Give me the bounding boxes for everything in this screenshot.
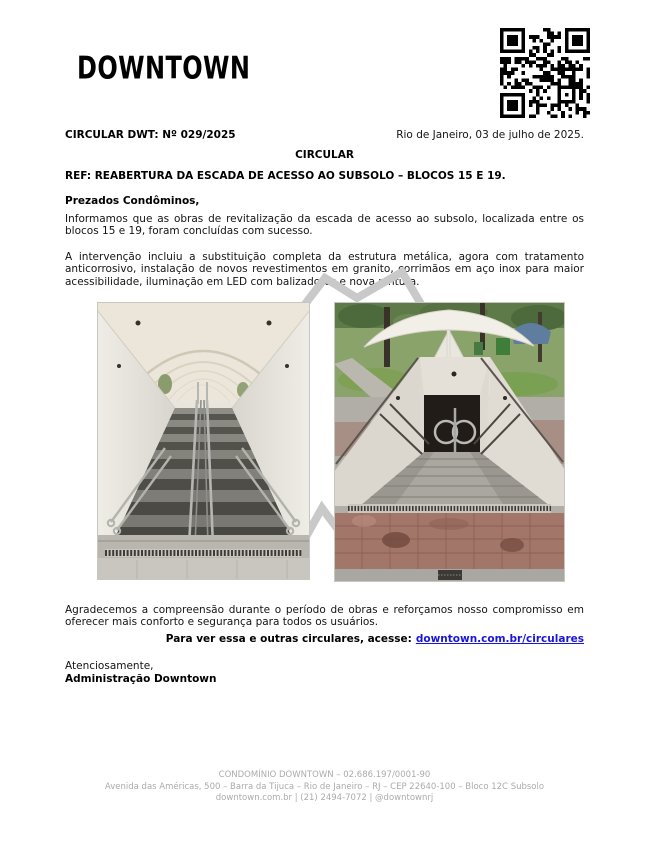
date-line: Rio de Janeiro, 03 de julho de 2025. [396, 129, 584, 141]
footer [65, 770, 584, 805]
photo-stairs-ascending [97, 302, 310, 580]
closing-line: Atenciosamente, [65, 660, 154, 672]
paragraph-1: Informamos que as obras de revitalização da escada de acesso ao subsolo, localizada entre os blocos 15 e 19, foram concluídas com sucesso. [65, 213, 584, 238]
paragraph-2: A intervenção incluiu a substituição completa da estrutura metálica, agora com tratamento anticorrosivo, instalação de novos revestimentos em granito, corrimãos em aço inox para maior acessibilidade, iluminação em LED com balizadores e nova pintura. [65, 251, 584, 288]
downtown-logo: DOWNTOWN [77, 50, 251, 87]
photo-stairs-descending [334, 302, 565, 582]
footer-line-3: downtown.com.br | (21) 2494-7072 | @downtownrj [215, 793, 434, 803]
header-row [65, 129, 584, 141]
document-type-title: CIRCULAR [295, 149, 354, 161]
link-prefix: Para ver essa e outras circulares, acesse: [165, 633, 412, 645]
circulars-link[interactable]: downtown.com.br/circulares [415, 633, 584, 645]
circulars-link-line [65, 633, 584, 645]
subject-line: REF: REABERTURA DA ESCADA DE ACESSO AO SUBSOLO – BLOCOS 15 E 19. [65, 170, 506, 182]
qr-code [500, 28, 590, 118]
salutation: Prezados Condôminos, [65, 195, 200, 207]
paragraph-3: Agradecemos a compreensão durante o período de obras e reforçamos nosso compromisso em oferecer mais conforto e segurança para todos os usuários. [65, 604, 584, 629]
footer-line-1: CONDOMÍNIO DOWNTOWN – 02.686.197/0001-90 [218, 770, 431, 780]
circular-number: CIRCULAR DWT: Nº 029/2025 [65, 129, 236, 141]
signature-line: Administração Downtown [65, 673, 217, 685]
footer-line-2: Avenida das Américas, 500 – Barra da Tijuca – Rio de Janeiro – RJ – CEP 22640-100 – Bloco 12C Subsolo [104, 781, 545, 792]
